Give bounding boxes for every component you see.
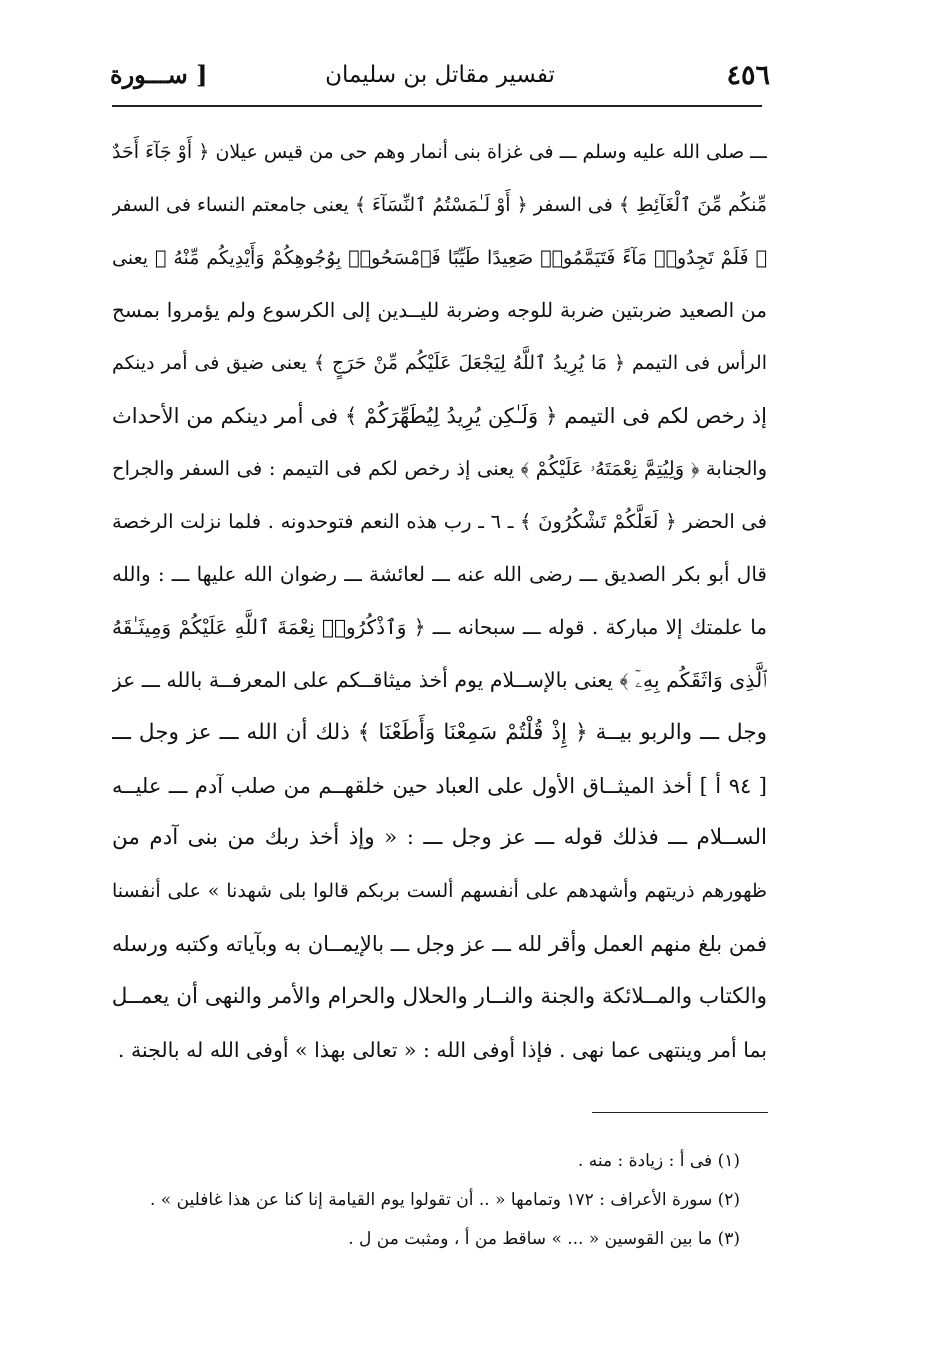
header-divider [112, 105, 762, 107]
text-line: ٱلَّذِى وَاثَقَكُم بِهِۦٓ ﴾ يعنى بالإســلام يوم أخذ ميثاقــكم على المعرفــة بالله ـــ عز [112, 667, 767, 692]
footnote-1: (١) فى أ : زيادة : منه . [577, 1151, 740, 1171]
text-line: ما علمتك إلا مباركة . قوله ـــ سبحانه ـــ ﴿ وَٱذْكُرُوا۟ نِعْمَةَ ٱللَّهِ عَلَيْكُمْ وَمِيثَـٰقَهُ [112, 615, 767, 640]
text-line: [ ٩٤ أ ] أخذ الميثــاق الأول على العباد حين خلقهــم من صلب آدم ـــ عليــه [112, 773, 767, 798]
page-header [110, 52, 770, 102]
book-title: تفسير مقاتل بن سليمان [325, 62, 555, 88]
page-number: ٤٥٦ [726, 60, 770, 91]
text-line: إذ رخص لكم فى التيمم ﴿ وَلَـٰكِن يُرِيدُ لِيُطَهِّرَكُمْ ﴾ فى أمر دينكم من الأحداث [112, 403, 767, 428]
footnote-divider [592, 1112, 768, 1113]
text-line: الرأس فى التيمم ﴿ مَا يُرِيدُ ٱللَّهُ لِيَجْعَلَ عَلَيْكُم مِّنْ حَرَجٍ ﴾ يعنى ضيق فى أمر دينكم [112, 352, 767, 375]
footnote-3: (٣) ما بين القوسين « ... » ساقط من أ ، ومثبت من ل . [348, 1229, 740, 1249]
text-line: والكتاب والمــلائكة والجنة والنــار والحلال والحرام والأمر والنهى أن يعمــل [112, 983, 767, 1009]
text-line: فى الحضر ﴿ لَعَلَّكُمْ تَشْكُرُونَ ﴾ ـ ٦ ـ رب هذه النعم فتوحدونه . فلما نزلت الرخصة [112, 509, 767, 533]
text-line: ﴿ فَلَمْ تَجِدُوا۟ مَآءً فَتَيَمَّمُوا۟ صَعِيدًا طَيِّبًا فَٱمْسَحُوا۟ بِوُجُوهِكُمْ وَأَيْدِيكُم مِّنْهُ ﴾ يعنى [112, 246, 767, 269]
footnotes [112, 1142, 740, 1259]
text-line: مِّنكُم مِّنَ ٱلْغَآئِطِ ﴾ فى السفر ﴿ أَوْ لَـٰمَسْتُمُ ٱلنِّسَآءَ ﴾ يعنى جامعتم النساء فى السفر [112, 193, 767, 216]
text-line: فمن بلغ منهم العمل وأقر لله ـــ عز وجل ـــ بالإيمــان به وبآياته وكتبه ورسله [112, 931, 767, 956]
text-line: الســلام ـــ فذلك قوله ـــ عز وجل ـــ : « وإذ أخذ ربك من بنى آدم من [112, 825, 767, 851]
text-line: والجنابة ﴿ وَلِيُتِمَّ نِعْمَتَهُۥ عَلَيْكُمْ ﴾ يعنى إذ رخص لكم فى التيمم : فى السفر والجراح [112, 456, 767, 480]
text-line: ـــ صلى الله عليه وسلم ـــ فى غزاة بنى أنمار وهم حى من قيس عيلان ﴿ أَوْ جَآءَ أَحَدٌ [112, 141, 767, 163]
text-line: قال أبو بكر الصديق ـــ رضى الله عنه ـــ لعائشة ـــ رضوان الله عليها ـــ : والله [112, 562, 767, 587]
text-line: من الصعيد ضربتين ضربة للوجه وضربة لليــدين إلى الكرسوع ولم يؤمروا بمسح [112, 298, 767, 323]
text-line: وجل ـــ والربو بيــة ﴿ إِذْ قُلْتُمْ سَمِعْنَا وَأَطَعْنَا ﴾ ذلك أن الله ـــ عز وجل ـــ [112, 719, 767, 745]
text-line: ظهورهم ذريتهم وأشهدهم على أنفسهم ألست بربكم قالوا بلى شهدنا » على أنفسنا [112, 880, 767, 903]
text-line: بما أمر وينتهى عما نهى . فإذا أوفى الله : « تعالى بهذا » أوفى الله له بالجنة . [117, 1037, 767, 1062]
commentary-text [112, 126, 767, 1076]
footnote-2: (٢) سورة الأعراف : ١٧٢ وتمامها « .. أن تقولوا يوم القيامة إنا كنا عن هذا غافلين » . [149, 1190, 740, 1210]
surah-label: [ ســـورة [110, 60, 208, 89]
